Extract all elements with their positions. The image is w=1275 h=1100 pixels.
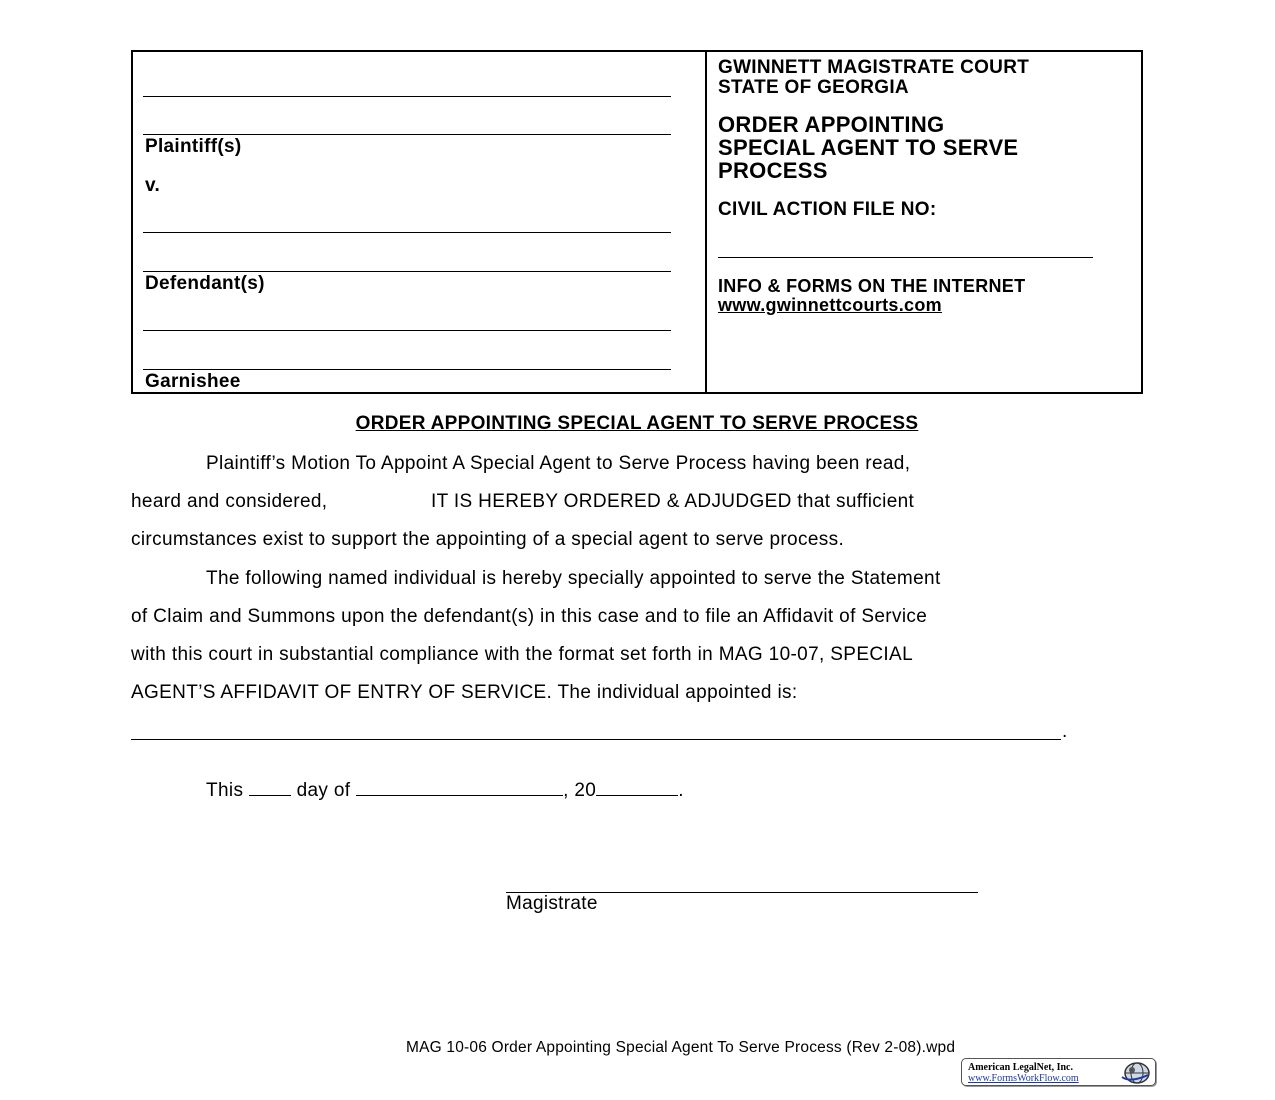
plaintiff-line-2	[143, 134, 671, 135]
title-line-3: PROCESS	[718, 158, 828, 183]
publisher-badge[interactable]	[961, 1058, 1156, 1086]
form-id-footer: MAG 10-06 Order Appointing Special Agent To Serve Process (Rev 2-08).wpd	[406, 1039, 956, 1056]
publisher-url[interactable]: www.FormsWorkFlow.com	[968, 1073, 1079, 1084]
caption-divider	[705, 50, 707, 394]
appointee-name-line	[131, 739, 1061, 740]
internet-info	[718, 277, 1025, 315]
globe-logo-icon	[1118, 1061, 1152, 1085]
date-day-of: day of	[296, 780, 351, 801]
paragraph-1-line-2b: IT IS HEREBY ORDERED & ADJUDGED that sufficient	[431, 491, 915, 512]
caption-box	[131, 50, 1143, 394]
date-end: .	[678, 780, 684, 801]
day-blank	[249, 777, 291, 796]
title-line-2: SPECIAL AGENT TO SERVE	[718, 135, 1019, 160]
garnishee-line-1	[143, 330, 671, 331]
internet-url[interactable]: www.gwinnettcourts.com	[718, 295, 942, 315]
date-year-prefix: 20	[574, 780, 597, 801]
garnishee-line-2	[143, 369, 671, 370]
title-line-1: ORDER APPOINTING	[718, 112, 945, 137]
paragraph-2-line-2: of Claim and Summons upon the defendant(s) in this case and to file an Affidavit of Service	[131, 606, 928, 627]
file-no-line	[718, 257, 1093, 258]
paragraph-2-line-1: The following named individual is hereby specially appointed to serve the Statement	[206, 568, 941, 589]
defendant-label: Defendant(s)	[145, 273, 265, 294]
paragraph-2-line-3: with this court in substantial compliance with the format set forth in MAG 10-07, SPECIAL	[131, 644, 913, 665]
versus-label: v.	[145, 175, 161, 196]
paragraph-1-line-2a: heard and considered,	[131, 491, 328, 512]
document-title	[718, 113, 1128, 182]
court-state: STATE OF GEORGIA	[718, 77, 909, 98]
date-this: This	[206, 780, 244, 801]
court-name: GWINNETT MAGISTRATE COURT	[718, 57, 1030, 78]
internet-label: INFO & FORMS ON THE INTERNET	[718, 276, 1026, 296]
paragraph-2-line-4: AGENT’S AFFIDAVIT OF ENTRY OF SERVICE. The individual appointed is:	[131, 682, 798, 703]
paragraph-1-line-3: circumstances exist to support the appointing of a special agent to serve process.	[131, 529, 845, 550]
month-blank	[356, 777, 563, 796]
defendant-line-2	[143, 271, 671, 272]
year-blank	[596, 777, 678, 796]
date-comma: ,	[563, 780, 569, 801]
order-heading: ORDER APPOINTING SPECIAL AGENT TO SERVE PROCESS	[355, 413, 919, 434]
magistrate-label: Magistrate	[506, 893, 598, 914]
file-no-label: CIVIL ACTION FILE NO:	[718, 199, 937, 220]
date-line	[206, 777, 684, 802]
garnishee-label: Garnishee	[145, 371, 241, 392]
publisher-name: American LegalNet, Inc.	[968, 1062, 1073, 1073]
plaintiff-line-1	[143, 96, 671, 97]
paragraph-1-line-1: Plaintiff’s Motion To Appoint A Special Agent to Serve Process having been read,	[206, 453, 911, 474]
defendant-line-1	[143, 232, 671, 233]
court-heading	[718, 58, 1029, 98]
plaintiff-label: Plaintiff(s)	[145, 136, 242, 157]
appointee-line-period: .	[1062, 721, 1068, 742]
